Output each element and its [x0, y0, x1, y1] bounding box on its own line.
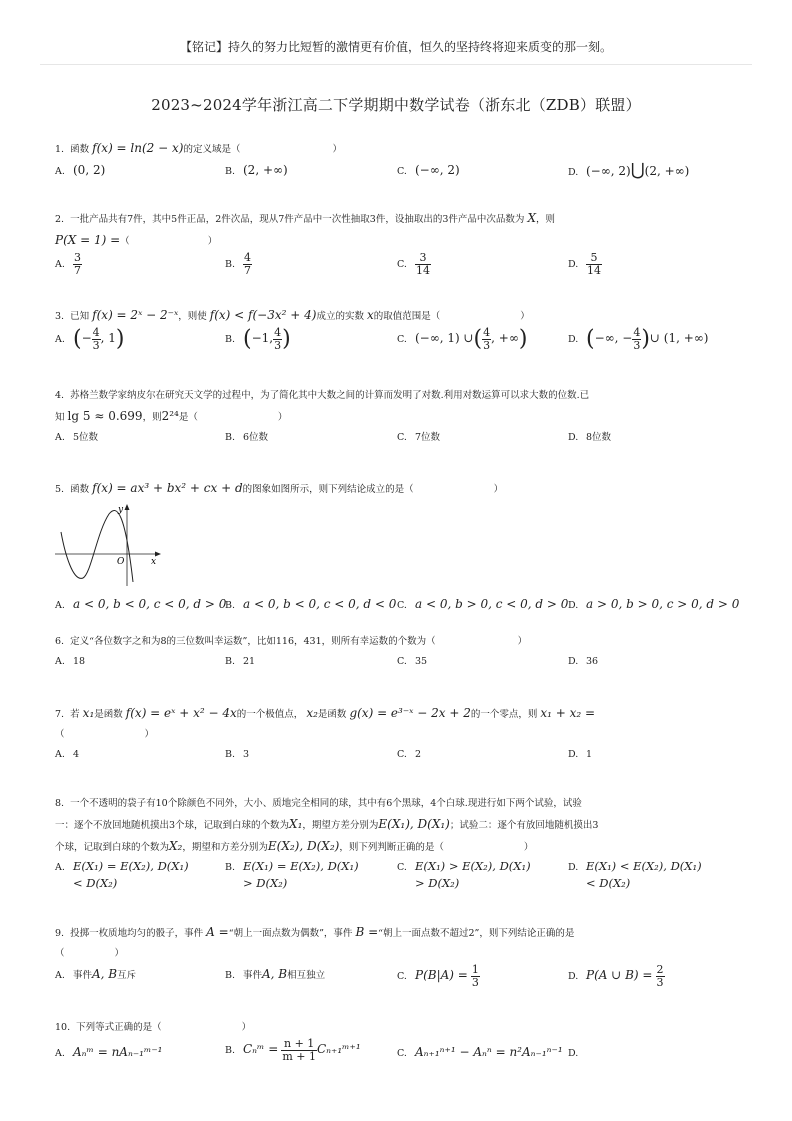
option-b[interactable]: B. Cₙᵐ = $\frac{n + 1}{m + 1}$ Cₙ₊₁ᵐ⁺¹ — [225, 1037, 361, 1063]
option-a[interactable]: A. Aₙᵐ = nAₙ₋₁ᵐ⁻¹ — [55, 1045, 163, 1059]
motto-banner: 【铭记】持久的努力比短暂的激情更有价值，恒久的坚持终将迎来质变的那一刻。 — [179, 40, 612, 54]
question-stem: 9. 投掷一枚质地均匀的骰子，事件 A =“朝上一面点数为偶数”，事件 B =“朝上一面点数不超过2”，则下列结论正确的是 — [55, 925, 575, 939]
options — [55, 252, 745, 286]
option-c[interactable]: C. $\frac{3}{14}$ — [397, 251, 430, 277]
y-axis-arrow — [125, 504, 130, 510]
option-a[interactable]: A. 18 — [55, 656, 86, 667]
question-stem: 3. 已知 f(x) = 2ˣ − 2⁻ˣ，则使 f(x) < f(−3x² + 4)成立的实数 x的取值范围是（ ） — [55, 308, 530, 322]
options — [55, 964, 745, 998]
options — [55, 745, 745, 771]
option-a[interactable]: A. (0, 2) — [55, 163, 106, 177]
question-10 — [55, 1018, 745, 1072]
question-7: 7. 若 x₁是函数 f(x) = eˣ + x² − 4x的一个极值点， x₂是函数 g(x) = e³⁻ˣ − 2x + 2的一个零点，则 x₁ + x₂ = （ ） A. 4 B. 3 C. 2 D. 1 — [55, 703, 745, 771]
question-3 — [55, 305, 745, 367]
option-b[interactable]: B. a < 0, b < 0, c < 0, d < 0 — [225, 597, 397, 611]
options — [55, 858, 745, 898]
option-a[interactable]: A. 4 — [55, 749, 80, 760]
option-c[interactable]: C. (−∞, 1) ∪( $\frac{4}{3}$ , +∞) — [397, 326, 528, 352]
option-c[interactable]: C. 2 — [397, 749, 422, 760]
option-c[interactable]: C. 35 — [397, 656, 428, 667]
header-divider — [40, 64, 752, 65]
option-a[interactable]: A. 5位数 — [55, 432, 99, 443]
y-axis-label: y — [118, 505, 124, 515]
option-c[interactable]: C. Aₙ₊₁ⁿ⁺¹ − Aₙⁿ = n²Aₙ₋₁ⁿ⁻¹ — [397, 1045, 563, 1059]
options — [55, 594, 745, 620]
option-d[interactable]: D. 8位数 — [568, 432, 612, 443]
option-b[interactable]: B. 21 — [225, 656, 256, 667]
option-d[interactable]: D. P(A ∪ B) = $\frac{2}{3}$ — [568, 963, 664, 989]
x-axis-label: x — [151, 557, 157, 567]
option-b[interactable]: B. 6位数 — [225, 432, 269, 443]
options — [55, 327, 745, 367]
option-d[interactable]: D. E(X₁) < E(X₂), D(X₁) < D(X₂) — [568, 859, 702, 890]
question-8: 8. 一个不透明的袋子有10个除颜色不同外，大小、质地完全相同的球，其中有6个黑球，4个白球.现进行如下两个试验，试验 一：逐个不放回地随机摸出3个球，记取到白球的个数为X₁，期望方差分别为E(X₁), D(X₁)；试验二：逐个有放回地随机摸出3 个球，记取到白球的个数为X₂，期望和方差分别为E(X₂), D(X₂)，则下列判断正确的是（ ） A. E(X₁) = E(X₂), D(X₁) < D(X₂) B. E(X₁) = E(X₂), D(X₁) > D(X₂) C. E(X₁) > E(X₂), D(X₁) > D(X₂) D. E(X₁) < E(X₂), D(X₁) < D(X₂) — [55, 794, 745, 898]
question-4: 4. 苏格兰数学家纳皮尔在研究天文学的过程中，为了简化其中大数之间的计算而发明了对数.利用对数运算可以求大数的位数.已 知 lg 5 ≈ 0.699，则2²⁴是（ ） A. 5位数 B. 6位数 C. 7位数 D. 8位数 — [55, 386, 745, 454]
question-6 — [55, 632, 745, 678]
question-2: 2. 一批产品共有7件，其中5件正品，2件次品，现从7件产品中一次性抽取3件，设抽取出的3件产品中次品数为 X，则 P(X = 1) =（ ） A. $\frac{3}{7}$ B. $\frac{4}{7}$ C. $\frac{3}{14}$ D. $\frac{5}{14}$ — [55, 208, 745, 286]
option-a[interactable]: A. 事件A, B互斥 — [55, 967, 137, 981]
question-stem: 10. 下列等式正确的是（ ） — [55, 1022, 252, 1033]
cubic-graph — [55, 502, 165, 586]
option-d[interactable]: D. $\frac{5}{14}$ — [568, 251, 601, 277]
option-d[interactable]: D. (−∞, 2)⋃(2, +∞) — [568, 160, 690, 180]
question-5 — [55, 478, 745, 620]
question-stem: 5. 函数 f(x) = ax³ + bx² + cx + d的图象如图所示，则下列结论成立的是（ ） — [55, 481, 504, 495]
question-stem: 2. 一批产品共有7件，其中5件正品，2件次品，现从7件产品中一次性抽取3件，设抽取出的3件产品中次品数为 X，则 — [55, 211, 555, 225]
option-a[interactable]: A. (− $\frac{4}{3}$ , 1) — [55, 326, 125, 352]
options — [55, 1038, 745, 1072]
option-d[interactable]: D. — [568, 1048, 579, 1059]
option-a[interactable]: A. E(X₁) = E(X₂), D(X₁) < D(X₂) — [55, 859, 189, 890]
options — [55, 652, 745, 678]
option-a[interactable]: A. a < 0, b < 0, c < 0, d > 0 — [55, 597, 227, 611]
question-1 — [55, 138, 745, 186]
x-axis-arrow — [155, 552, 161, 557]
cubic-curve — [61, 510, 133, 582]
option-b[interactable]: B. (−1, $\frac{4}{3}$ ) — [225, 326, 291, 352]
option-d[interactable]: D. a > 0, b > 0, c > 0, d > 0 — [568, 597, 740, 611]
option-d[interactable]: D. 1 — [568, 749, 593, 760]
options — [55, 428, 745, 454]
option-b[interactable]: B. 事件A, B相互独立 — [225, 967, 326, 981]
option-d[interactable]: D. 36 — [568, 656, 599, 667]
question-stem: 4. 苏格兰数学家纳皮尔在研究天文学的过程中，为了简化其中大数之间的计算而发明了对数.利用对数运算可以求大数的位数.已 — [55, 390, 590, 401]
question-stem: 7. 若 x₁是函数 f(x) = eˣ + x² − 4x的一个极值点， x₂是函数 g(x) = e³⁻ˣ − 2x + 2的一个零点，则 x₁ + x₂ = — [55, 706, 596, 720]
question-stem: 6. 定义“各位数字之和为8的三位数叫幸运数”，比如116，431，则所有幸运数的个数为（ ） — [55, 636, 528, 647]
option-c[interactable]: C. (−∞, 2) — [397, 163, 460, 177]
option-c[interactable]: C. 7位数 — [397, 432, 441, 443]
exam-title: 2023~2024学年浙江高二下学期期中数学试卷（浙东北（ZDB）联盟） — [151, 96, 641, 114]
option-a[interactable]: A. $\frac{3}{7}$ — [55, 251, 81, 277]
question-9: 9. 投掷一枚质地均匀的骰子，事件 A =“朝上一面点数为偶数”，事件 B =“朝上一面点数不超过2”，则下列结论正确的是 （ ） A. 事件A, B互斥 B. 事件A, B相互独立 C. P(B|A) = $\frac{1}{3}$ D. P(A ∪ B) = $\frac{2}{3}$ — [55, 922, 745, 998]
option-b[interactable]: B. $\frac{4}{7}$ — [225, 251, 251, 277]
question-stem: 1. 函数 f(x) = ln(2 − x)的定义域是（ ） — [55, 141, 342, 155]
option-b[interactable]: B. E(X₁) = E(X₂), D(X₁) > D(X₂) — [225, 859, 359, 890]
option-d[interactable]: D. (−∞, − $\frac{4}{3}$ )∪ (1, +∞) — [568, 326, 709, 352]
origin-label: O — [117, 557, 125, 567]
option-c[interactable]: C. a < 0, b > 0, c < 0, d > 0 — [397, 597, 569, 611]
question-stem: 8. 一个不透明的袋子有10个除颜色不同外，大小、质地完全相同的球，其中有6个黑球，4个白球.现进行如下两个试验，试验 — [55, 798, 582, 809]
option-c[interactable]: C. E(X₁) > E(X₂), D(X₁) > D(X₂) — [397, 859, 531, 890]
option-c[interactable]: C. P(B|A) = $\frac{1}{3}$ — [397, 963, 479, 989]
options — [55, 160, 745, 186]
option-b[interactable]: B. 3 — [225, 749, 250, 760]
option-b[interactable]: B. (2, +∞) — [225, 163, 288, 177]
